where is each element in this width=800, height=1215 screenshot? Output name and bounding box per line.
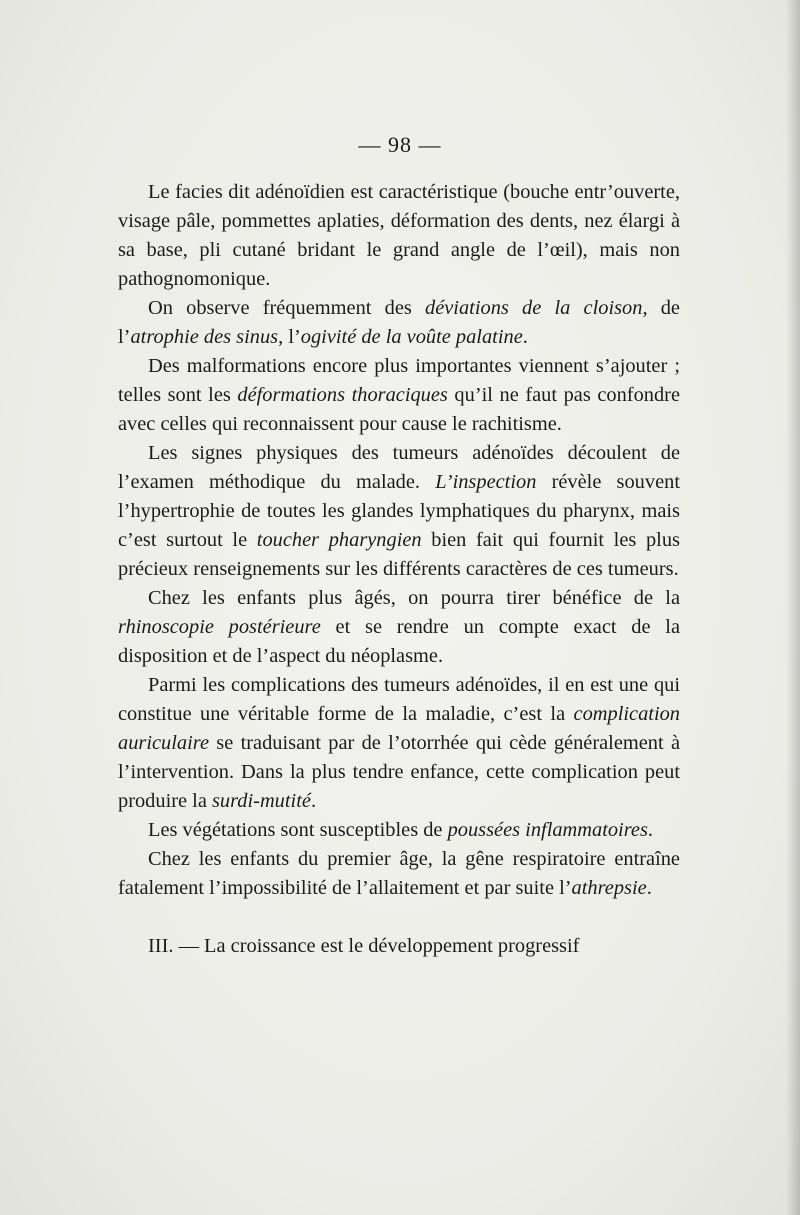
italic-term: complication auriculaire bbox=[118, 703, 680, 754]
italic-term: toucher pharyngien bbox=[256, 529, 422, 551]
text-segment: . bbox=[647, 819, 653, 841]
paragraph-malformations bbox=[118, 352, 680, 439]
italic-term: atrophie des sinus bbox=[130, 326, 279, 348]
text-segment: III. — La croissance est le développement progressif bbox=[148, 935, 580, 957]
paragraph-deviations bbox=[118, 294, 680, 352]
italic-term: rhinoscopie postérieure bbox=[118, 616, 321, 638]
paragraph-premier-age bbox=[118, 845, 680, 903]
paragraph-vegetations bbox=[118, 816, 680, 845]
text-segment: qu’il ne faut pas confondre avec celles qui reconnaissent pour cause le rachitisme. bbox=[118, 384, 680, 435]
text-segment: On observe fréquemment des bbox=[148, 297, 426, 319]
page-number: — 98 — bbox=[358, 132, 442, 157]
text-segment: , l’ bbox=[278, 326, 301, 348]
text-segment: Parmi les complications des tumeurs adénoïdes, il en est une qui constitue une véritable forme de la maladie, c’est la bbox=[118, 674, 680, 725]
text-segment: Chez les enfants du premier âge, la gêne respiratoire entraîne fatalement l’impossibilité de l’allaitement et par suite l’ bbox=[118, 848, 680, 899]
paragraph-complications bbox=[118, 671, 680, 816]
italic-term: athrepsie bbox=[571, 877, 647, 899]
text-segment: Les signes physiques des tumeurs adénoïdes découlent de l’examen méthodique du malade. bbox=[118, 442, 680, 493]
text-segment: Les végétations sont susceptibles de bbox=[148, 819, 448, 841]
italic-term: déviations de la cloison bbox=[425, 297, 643, 319]
paragraph-croissance bbox=[118, 932, 680, 961]
text-segment: Des malformations encore plus importantes viennent s’ajouter ; telles sont les bbox=[118, 355, 680, 406]
text-segment: et se rendre un compte exact de la disposition et de l’aspect du néoplasme. bbox=[118, 616, 681, 667]
text-segment: révèle souvent l’hypertrophie de toutes les glandes lymphatiques du pharynx, mais c’est surtout le bbox=[118, 471, 680, 551]
text-segment: , de l’ bbox=[118, 297, 680, 348]
paragraph-rhinoscopie bbox=[118, 584, 680, 671]
text-segment: . bbox=[646, 877, 652, 899]
paragraph-signes bbox=[118, 439, 680, 584]
text-segment: Chez les enfants plus âgés, on pourra tirer bénéfice de la bbox=[148, 587, 680, 609]
text-segment: Le facies dit adénoïdien est caractéristique (bouche entr’ouverte, visage pâle, pommettes aplaties, déformation des dents, nez élargi à sa base, pli cutané bridant le grand angle de l’œil), mais non pathognomonique. bbox=[118, 181, 680, 290]
page-edge-shadow bbox=[786, 0, 800, 1215]
text-segment: . bbox=[310, 790, 317, 812]
paragraph-facies bbox=[118, 178, 680, 294]
text-segment: bien fait qui fournit les plus précieux renseignements sur les différents caractères de ces tumeurs. bbox=[118, 529, 680, 580]
text-segment: se traduisant par de l’otorrhée qui cède généralement à l’intervention. Dans la plus tendre enfance, cette complication peut produire la bbox=[118, 732, 680, 812]
text-segment: . bbox=[522, 326, 528, 348]
body-text bbox=[118, 178, 680, 961]
italic-term: L’inspection bbox=[435, 471, 537, 493]
italic-term: déformations thoraciques bbox=[237, 384, 448, 406]
italic-term: poussées inflammatoires bbox=[447, 819, 648, 841]
italic-term: ogivité de la voûte palatine bbox=[300, 326, 523, 348]
italic-term: surdi-mutité bbox=[212, 790, 311, 812]
